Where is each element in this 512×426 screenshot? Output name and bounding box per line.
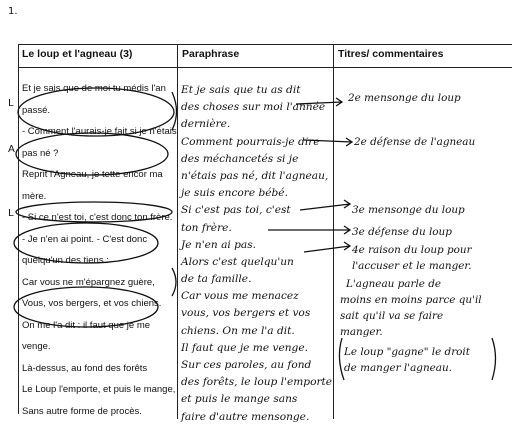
comment-line: 2e défense de l'agneau bbox=[354, 135, 475, 149]
circle-annotation bbox=[14, 223, 158, 263]
arrow-annotation bbox=[268, 226, 350, 234]
comment-line: 2e mensonge du loup bbox=[348, 91, 461, 105]
paraphrase-line: ton frère. bbox=[181, 220, 333, 237]
paraphrase-line: vous, vos bergers et vos bbox=[181, 305, 333, 322]
poem-line: - Si ce n'est toi, c'est donc ton frère. bbox=[22, 211, 172, 233]
circle-annotation bbox=[14, 287, 158, 327]
poem-line: Sans autre forme de procès. bbox=[22, 405, 172, 426]
comment-line: 3e défense du loup bbox=[352, 225, 452, 239]
bracket-annotation bbox=[339, 338, 344, 380]
page-mark: 1. bbox=[8, 6, 18, 17]
comment-line: Le loup "gagne" le droit bbox=[344, 345, 470, 359]
comment-line: 4e raison du loup pour bbox=[352, 243, 472, 257]
poem-line: mère. bbox=[22, 190, 172, 212]
paraphrase-line: Comment pourrais-je dire bbox=[181, 134, 333, 151]
comment-line: de manger l'agneau. bbox=[344, 361, 452, 375]
poem-line: passé. bbox=[22, 104, 172, 126]
paraphrase-line: Sur ces paroles, au fond bbox=[181, 357, 333, 374]
paraphrase-line: de ta famille. bbox=[181, 271, 333, 288]
paraphrase-line: des choses sur moi l'année bbox=[181, 99, 333, 116]
paraphrase-line: faire d'autre mensonge. bbox=[181, 409, 333, 426]
comment-line: l'accuser et le manger. bbox=[352, 259, 472, 273]
comment-line: moins en moins parce qu'il bbox=[340, 293, 482, 307]
bracket-annotation bbox=[492, 338, 496, 380]
side-mark-1: L bbox=[8, 98, 14, 109]
side-mark-2: A bbox=[8, 144, 15, 155]
arrow-annotation bbox=[300, 200, 350, 210]
poem-line: On me l'a dit : il faut que je me bbox=[22, 319, 172, 341]
paraphrase-line: je suis encore bébé. bbox=[181, 185, 333, 202]
comment-line: manger. bbox=[340, 325, 383, 339]
poem-line: Car vous ne m'épargnez guère, bbox=[22, 276, 172, 298]
poem-line: venge. bbox=[22, 340, 172, 362]
paraphrase-line: Alors c'est quelqu'un bbox=[181, 254, 333, 271]
arrow-annotation bbox=[304, 138, 352, 146]
poem-line: Reprit l'Agneau, je tette encor ma bbox=[22, 168, 172, 190]
header-paraphrase: Paraphrase bbox=[182, 48, 239, 60]
comment-line: sait qu'il va se faire bbox=[340, 309, 443, 323]
poem-line: - Comment l'aurais-je fait si je n'étais bbox=[22, 125, 172, 147]
comment-line: L'agneau parle de bbox=[346, 277, 441, 291]
bracket-annotation bbox=[172, 268, 176, 296]
circle-annotation bbox=[16, 133, 168, 175]
circle-annotation bbox=[16, 202, 172, 222]
circle-annotation bbox=[18, 88, 174, 136]
paraphrase-line: Car vous me menacez bbox=[181, 288, 333, 305]
paraphrase-line: Si c'est pas toi, c'est bbox=[181, 202, 333, 219]
arrow-annotation bbox=[304, 242, 350, 252]
arrow-annotation bbox=[296, 98, 342, 106]
poem-line: Vous, vos bergers, et vos chiens. bbox=[22, 297, 172, 319]
paraphrase-line: et puis le mange sans bbox=[181, 391, 333, 408]
comment-line: 3e mensonge du loup bbox=[352, 203, 465, 217]
poem-line: pas né ? bbox=[22, 147, 172, 169]
paraphrase-line: des méchancetés si je bbox=[181, 151, 333, 168]
paraphrase-line: n'étais pas né, dit l'agneau, bbox=[181, 168, 333, 185]
side-mark-3: L bbox=[8, 208, 14, 219]
poem-line: Et je sais que de moi tu médis l'an bbox=[22, 82, 172, 104]
poem-line: Le Loup l'emporte, et puis le mange, bbox=[22, 383, 172, 405]
paraphrase-line: Il faut que je me venge. bbox=[181, 340, 333, 357]
paraphrase-line: Et je sais que tu as dit bbox=[181, 82, 333, 99]
poem-line: quelqu'un des tiens : bbox=[22, 254, 172, 276]
poem-line: Là-dessus, au fond des forêts bbox=[22, 362, 172, 384]
header-poem: Le loup et l'agneau (3) bbox=[22, 48, 132, 60]
paraphrase-line: dernière. bbox=[181, 116, 333, 133]
paraphrase-line: chiens. On me l'a dit. bbox=[181, 323, 333, 340]
paraphrase-line: des forêts, le loup l'emporte bbox=[181, 374, 333, 391]
paraphrase-line: Je n'en ai pas. bbox=[181, 237, 333, 254]
poem-line: - Je n'en ai point. - C'est donc bbox=[22, 233, 172, 255]
header-comments: Titres/ commentaires bbox=[338, 48, 443, 60]
